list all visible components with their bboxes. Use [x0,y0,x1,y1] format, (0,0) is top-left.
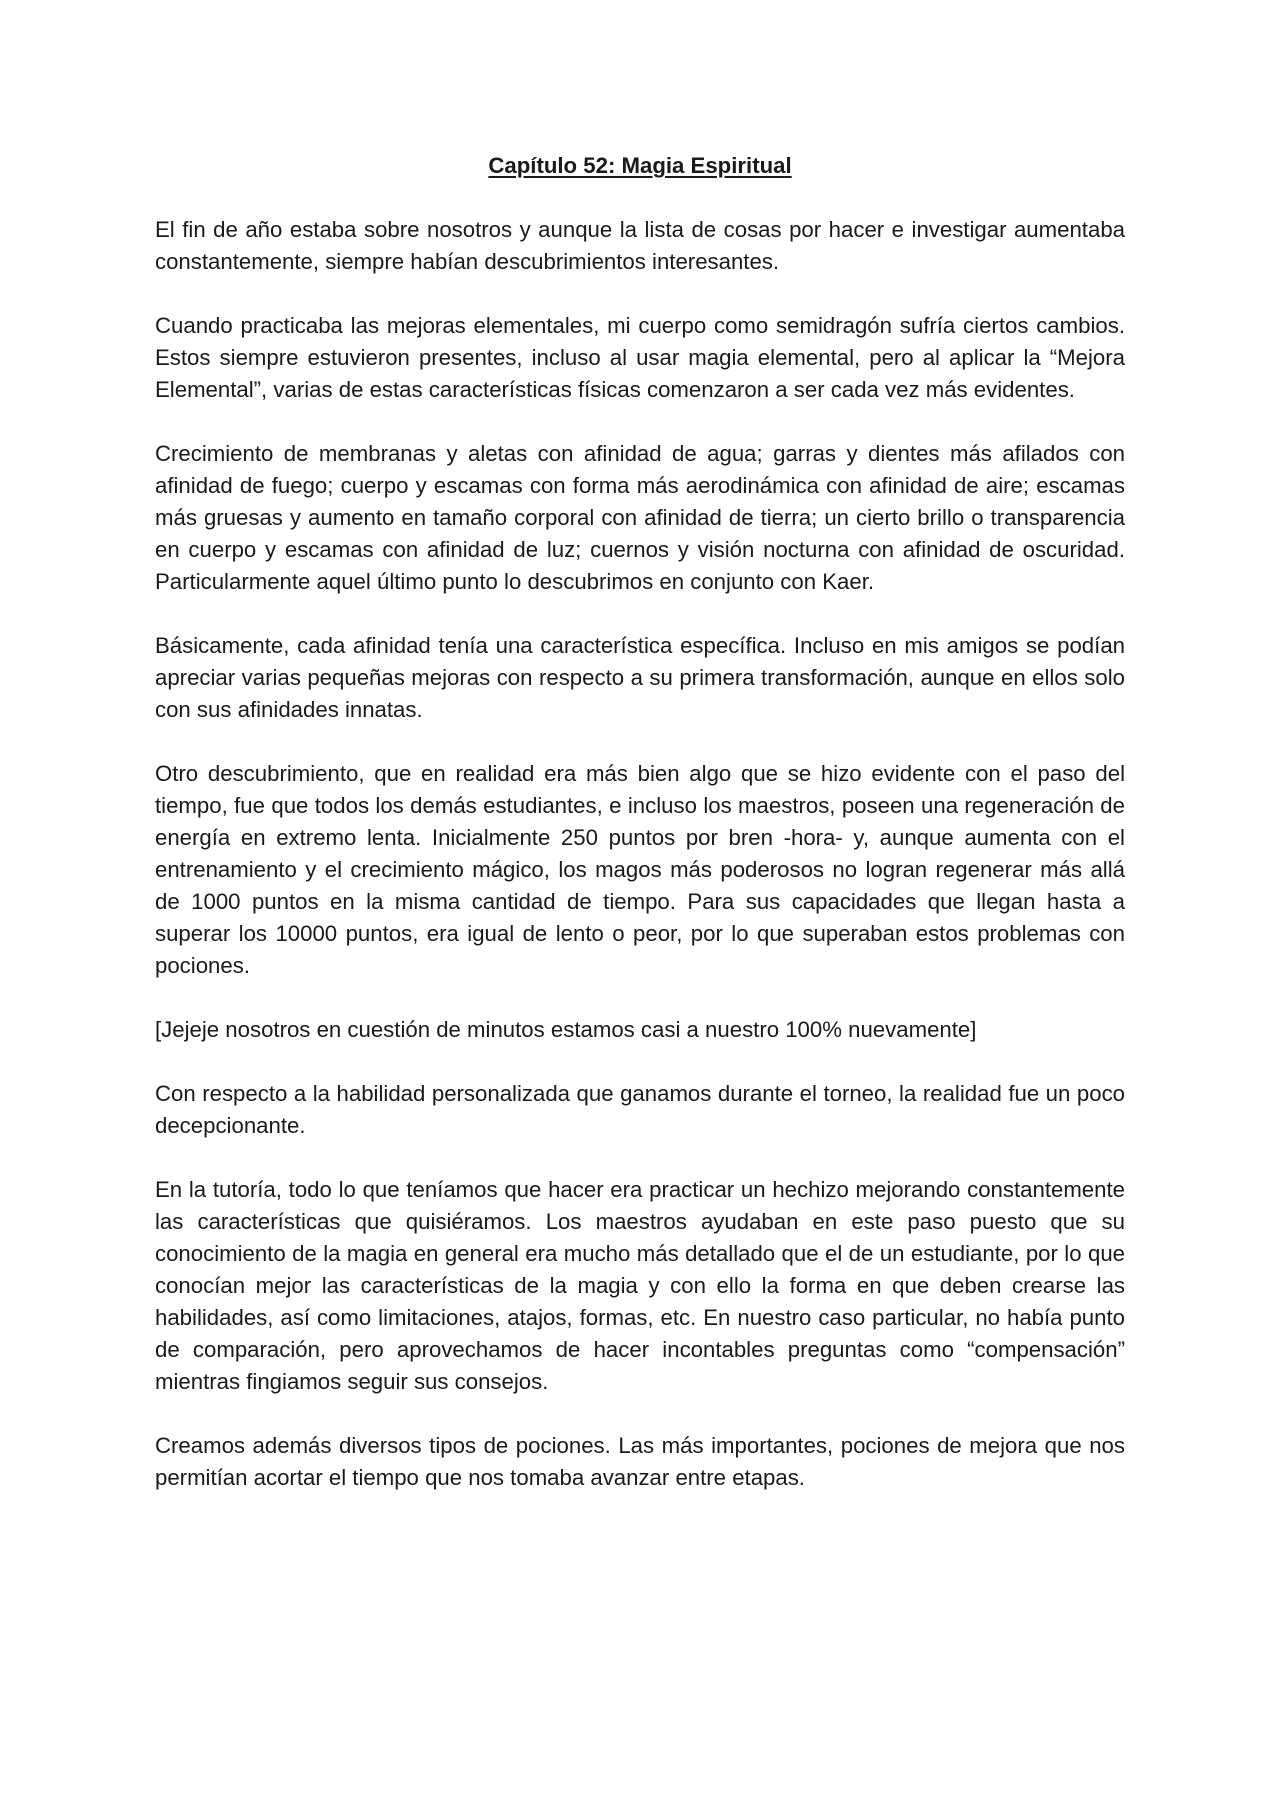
chapter-title: Capítulo 52: Magia Espiritual [488,153,792,178]
paragraph: Creamos además diversos tipos de pociones. Las más importantes, pociones de mejora que nos permitían acortar el tiempo que nos tomaba avanzar entre etapas. [155,1433,1125,1490]
paragraph: Con respecto a la habilidad personalizada que ganamos durante el torneo, la realidad fue un poco decepcionante. [155,1081,1125,1138]
paragraph: En la tutoría, todo lo que teníamos que hacer era practicar un hechizo mejorando constantemente las características que quisiéramos. Los maestros ayudaban en este paso puesto que su conocimiento de la magia en general era mucho más detallado que el de un estudiante, por lo que conocían mejor las características de la magia y con ello la forma en que deben crearse las habilidades, así como limitaciones, atajos, formas, etc. En nuestro caso particular, no había punto de comparación, pero aprovechamos de hacer incontables preguntas como “compensación” mientras fingiamos seguir sus consejos. [155,1177,1125,1394]
document-body [155,150,1125,1526]
paragraph: [Jejeje nosotros en cuestión de minutos estamos casi a nuestro 100% nuevamente] [155,1017,977,1042]
paragraph: Otro descubrimiento, que en realidad era más bien algo que se hizo evidente con el paso del tiempo, fue que todos los demás estudiantes, e incluso los maestros, poseen una regeneración de energía en extremo lenta. Inicialmente 250 puntos por bren -hora- y, aunque aumenta con el entrenamiento y el crecimiento mágico, los magos más poderosos no logran regenerar más allá de 1000 puntos en la misma cantidad de tiempo. Para sus capacidades que llegan hasta a superar los 10000 puntos, era igual de lento o peor, por lo que superaban estos problemas con pociones. [155,761,1125,978]
paragraph: El fin de año estaba sobre nosotros y aunque la lista de cosas por hacer e investigar aumentaba constantemente, siempre habían descubrimientos interesantes. [155,217,1125,274]
paragraph: Crecimiento de membranas y aletas con afinidad de agua; garras y dientes más afilados con afinidad de fuego; cuerpo y escamas con forma más aerodinámica con afinidad de aire; escamas más gruesas y aumento en tamaño corporal con afinidad de tierra; un cierto brillo o transparencia en cuerpo y escamas con afinidad de luz; cuernos y visión nocturna con afinidad de oscuridad. Particularmente aquel último punto lo descubrimos en conjunto con Kaer. [155,441,1125,594]
paragraph: Cuando practicaba las mejoras elementales, mi cuerpo como semidragón sufría ciertos cambios. Estos siempre estuvieron presentes, incluso al usar magia elemental, pero al aplicar la “Mejora Elemental”, varias de estas características físicas comenzaron a ser cada vez más evidentes. [155,313,1125,402]
paragraph: Básicamente, cada afinidad tenía una característica específica. Incluso en mis amigos se podían apreciar varias pequeñas mejoras con respecto a su primera transformación, aunque en ellos solo con sus afinidades innatas. [155,633,1125,722]
